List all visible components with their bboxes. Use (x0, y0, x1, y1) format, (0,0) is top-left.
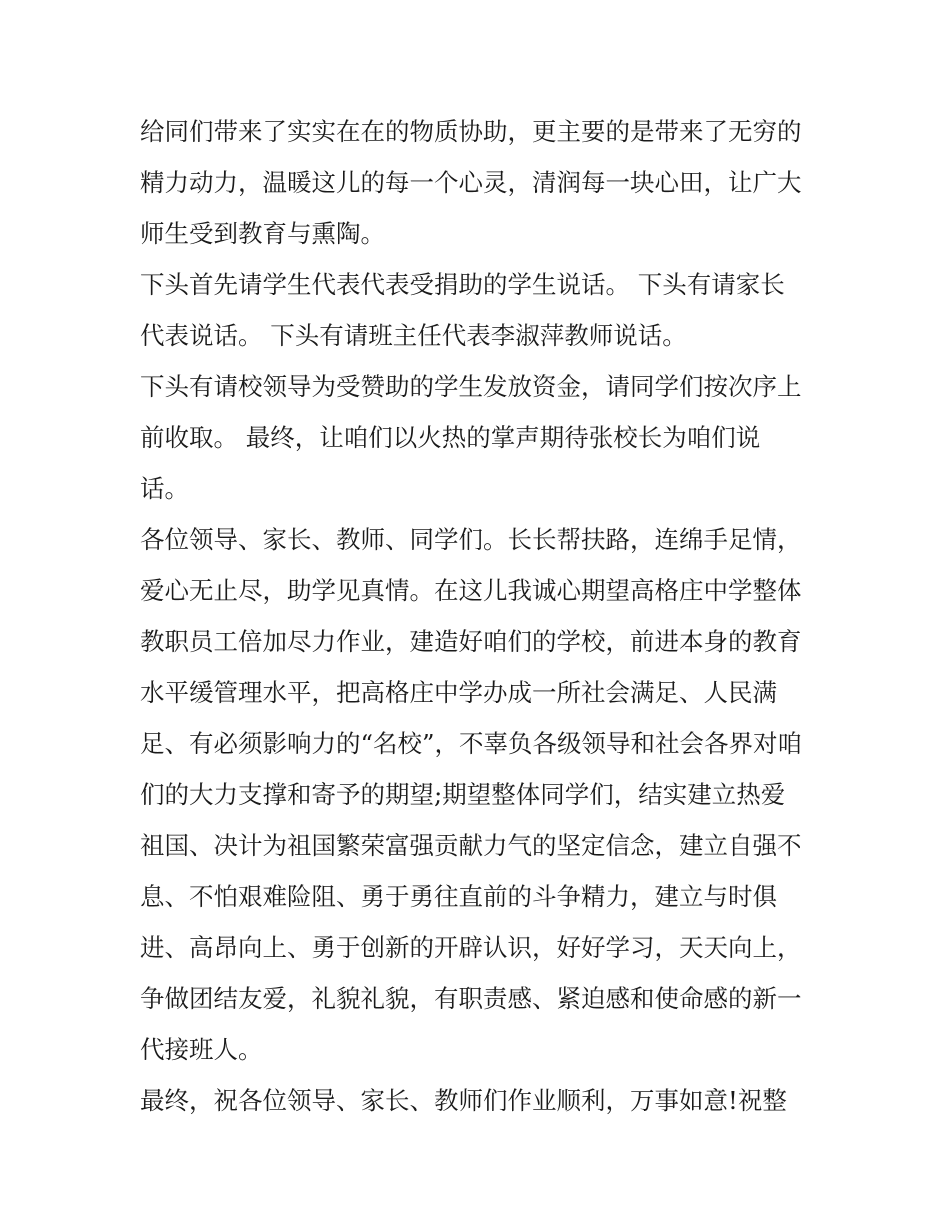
text-line: 教职员工倍加尽力作业，建造好咱们的学校，前进本身的教育 (140, 627, 802, 656)
text-line: 代接班人。 (140, 1035, 263, 1064)
text-line: 代表说话。 下头有请班主任代表李淑萍教师说话。 (140, 321, 687, 350)
text-line: 下头有请校领导为受赞助的学生发放资金，请同学们按次序上 (140, 372, 802, 401)
paragraph-2 (140, 259, 820, 361)
text-line: 师生受到教育与熏陶。 (140, 219, 385, 248)
text-line: 最终，祝各位领导、家长、教师们作业顺利，万事如意!祝整 (140, 1086, 787, 1115)
text-line: 水平缓管理水平，把高格庄中学办成一所社会满足、人民满 (140, 678, 777, 707)
text-line: 爱心无止尽，助学见真情。在这儿我诚心期望高格庄中学整体 (140, 576, 802, 605)
paragraph-1 (140, 106, 820, 259)
text-line: 进、高昂向上、勇于创新的开辟认识，好好学习，天天向上， (140, 933, 802, 962)
text-line: 各位领导、家长、教师、同学们。长长帮扶路，连绵手足情， (140, 525, 802, 554)
text-line: 息、不怕艰难险阻、勇于勇往直前的斗争精力，建立与时俱 (140, 882, 777, 911)
text-line: 精力动力，温暖这儿的每一个心灵，清润每一块心田，让广大 (140, 168, 802, 197)
text-line: 话。 (140, 474, 189, 503)
text-line: 争做团结友爱，礼貌礼貌，有职责感、紧迫感和使命感的新一 (140, 984, 802, 1013)
paragraph-4 (140, 514, 820, 1075)
paragraph-3 (140, 361, 820, 514)
text-line: 给同们带来了实实在在的物质协助，更主要的是带来了无穷的 (140, 117, 802, 146)
paragraph-5 (140, 1075, 820, 1126)
text-line: 祖国、决计为祖国繁荣富强贡献力气的坚定信念，建立自强不 (140, 831, 802, 860)
text-line: 足、有必须影响力的“名校”，不辜负各级领导和社会各界对咱 (140, 729, 803, 758)
text-line: 下头首先请学生代表代表受捐助的学生说话。 下头有请家长 (140, 270, 785, 299)
text-line: 们的大力支撑和寄予的期望;期望整体同学们，结实建立热爱 (140, 780, 786, 809)
document-body (140, 106, 820, 1126)
text-line: 前收取。 最终，让咱们以火热的掌声期待张校长为咱们说 (140, 423, 761, 452)
